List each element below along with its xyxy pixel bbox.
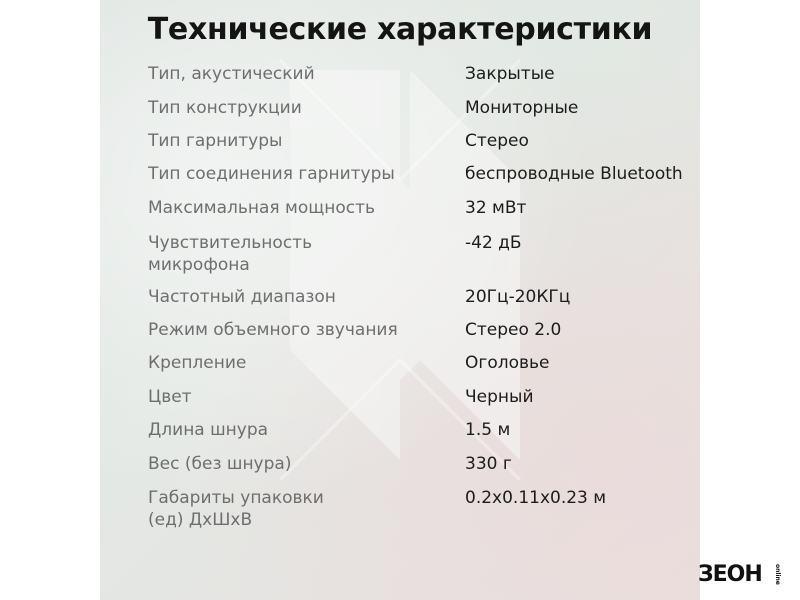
spec-value: Оголовье xyxy=(465,353,550,373)
spec-value: 330 г xyxy=(465,454,512,474)
spec-value: Закрытые xyxy=(465,64,555,84)
spec-value: 1.5 м xyxy=(465,420,511,440)
spec-name: Чувствительность микрофона xyxy=(148,233,313,275)
brand-logo xyxy=(698,562,798,588)
spec-value: Черный xyxy=(465,387,534,407)
spec-name: Тип соединения гарнитуры xyxy=(148,164,395,184)
spec-value: 20Гц-20КГц xyxy=(465,287,571,307)
brand-logo-subtext: online xyxy=(774,564,781,585)
spec-name: Максимальная мощность xyxy=(148,198,376,218)
page-title: Технические характеристики xyxy=(147,12,653,47)
spec-name: Цвет xyxy=(148,387,192,407)
spec-name: Вес (без шнура) xyxy=(148,454,292,474)
spec-name: Режим объемного звучания xyxy=(148,320,398,340)
spec-value: Стерео 2.0 xyxy=(465,320,562,340)
spec-name: Тип конструкции xyxy=(148,98,302,118)
spec-name: Частотный диапазон xyxy=(148,287,336,307)
spec-value: 0.2x0.11x0.23 м xyxy=(465,488,607,508)
spec-value: Мониторные xyxy=(465,98,579,118)
spec-name: Габариты упаковки (ед) ДхШхВ xyxy=(148,488,324,530)
spec-value: 32 мВт xyxy=(465,198,527,218)
spec-name: Крепление xyxy=(148,353,247,373)
spec-name: Тип гарнитуры xyxy=(148,131,283,151)
spec-name: Тип, акустический xyxy=(148,64,315,84)
spec-card xyxy=(100,0,781,600)
spec-name: Длина шнура xyxy=(148,420,269,440)
brand-logo-text: ЗЕОН xyxy=(698,562,762,587)
spec-value: Стерео xyxy=(465,131,529,151)
spec-value: -42 дБ xyxy=(465,233,522,253)
spec-value: беспроводные Bluetooth xyxy=(465,164,683,184)
